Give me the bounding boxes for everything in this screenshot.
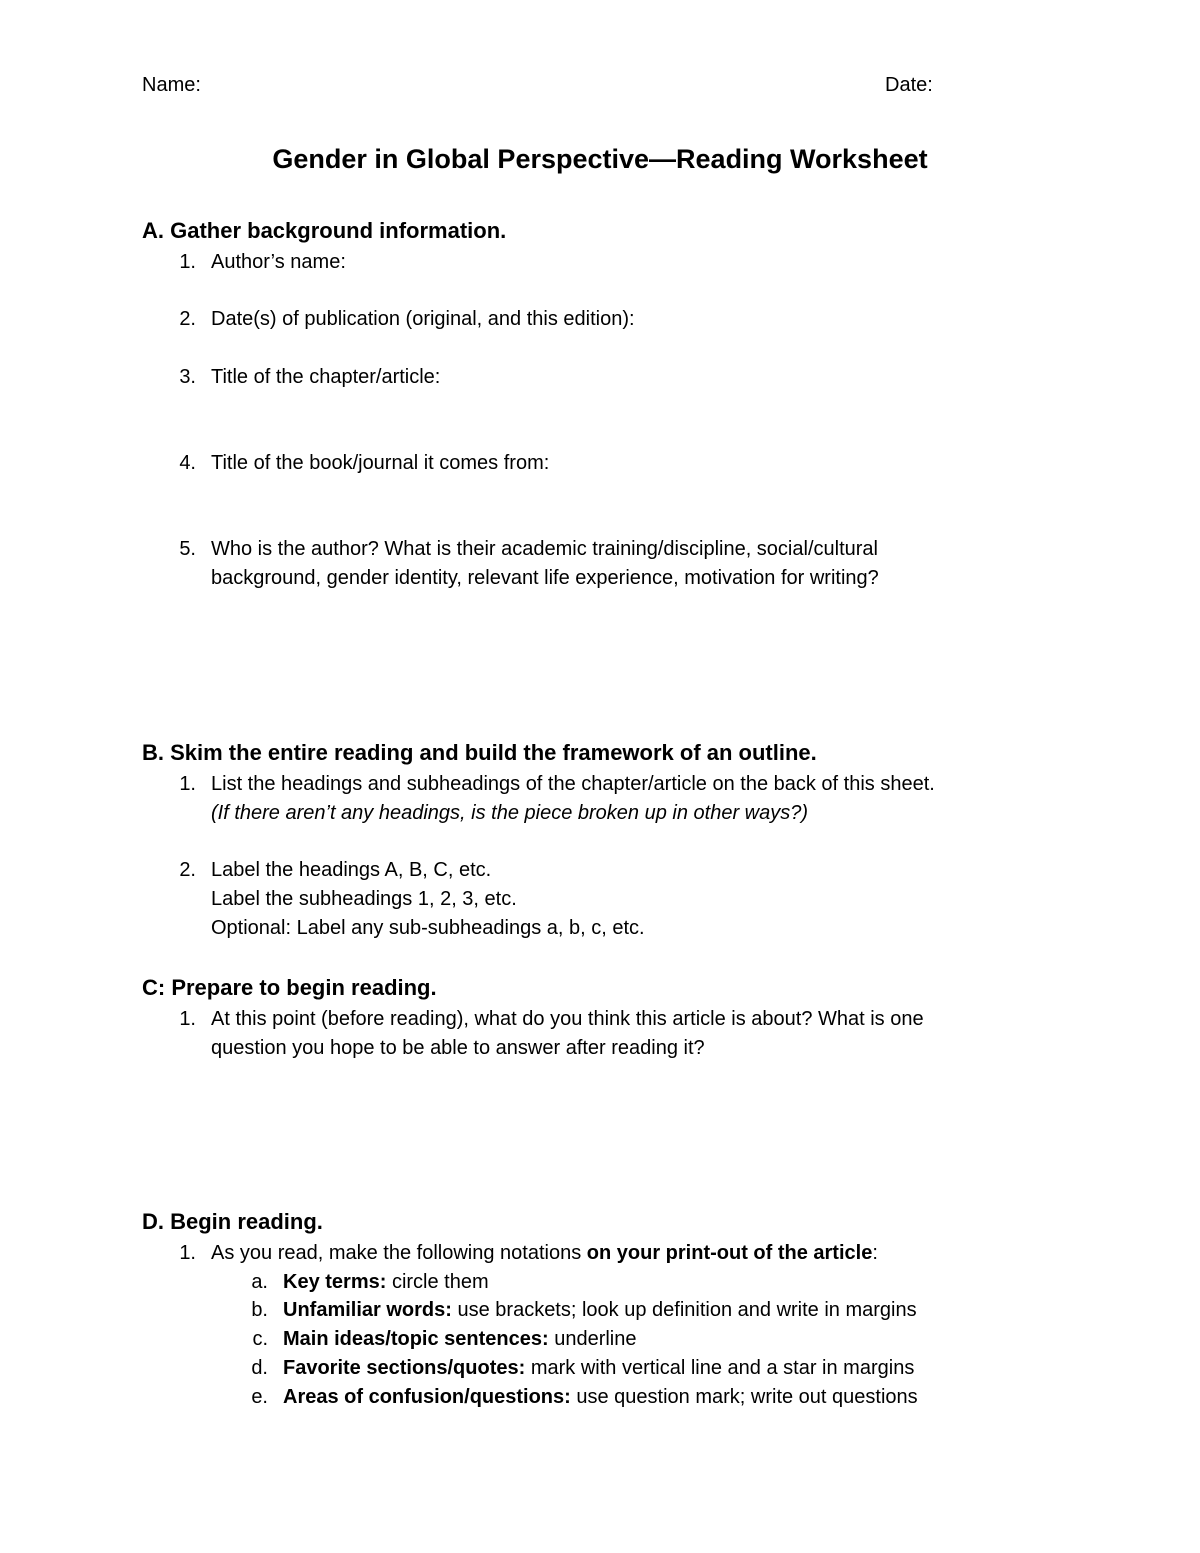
- list-item: Title of the book/journal it comes from:: [211, 452, 550, 474]
- list-item-continuation: Label the subheadings 1, 2, 3, etc.: [211, 888, 517, 910]
- list-item-continuation: question you hope to be able to answer after reading it?: [211, 1037, 705, 1059]
- subitem-desc: circle them: [386, 1271, 489, 1293]
- subitem-desc: use brackets; look up definition and write in margins: [451, 1299, 917, 1321]
- section-c-heading: C: Prepare to begin reading.: [142, 975, 437, 1000]
- item-number: 1.: [179, 773, 196, 795]
- list-item: [211, 1242, 878, 1265]
- list-item: At this point (before reading), what do you think this article is about? What is one: [211, 1008, 924, 1030]
- sub-list-item: [283, 1386, 918, 1409]
- subitem-term: Areas of confusion/questions:: [283, 1386, 571, 1408]
- item-text: As you read, make the following notations: [211, 1242, 587, 1264]
- subitem-letter: a.: [251, 1271, 268, 1293]
- section-a-heading: A. Gather background information.: [142, 218, 507, 243]
- item-number: 1.: [179, 251, 196, 273]
- subitem-letter: b.: [251, 1299, 268, 1321]
- item-number: 1.: [179, 1008, 196, 1030]
- date-label: Date:: [885, 74, 933, 96]
- sub-list-item: [283, 1271, 489, 1294]
- sub-list-item: [283, 1328, 636, 1351]
- italic-note: (If there aren’t any headings, is the piece broken up in other ways?): [211, 802, 809, 824]
- list-item-continuation: background, gender identity, relevant life experience, motivation for writing?: [211, 567, 879, 589]
- item-number: 1.: [179, 1242, 196, 1264]
- item-number: 4.: [179, 452, 196, 474]
- item-number: 2.: [179, 859, 196, 881]
- list-item: Label the headings A, B, C, etc.: [211, 859, 492, 881]
- subitem-desc: mark with vertical line and a star in margins: [525, 1357, 915, 1379]
- page-title: Gender in Global Perspective—Reading Worksheet: [272, 144, 928, 174]
- list-item: Date(s) of publication (original, and this edition):: [211, 308, 635, 330]
- subitem-letter: d.: [251, 1357, 268, 1379]
- list-item: Title of the chapter/article:: [211, 366, 441, 388]
- list-item-continuation: Optional: Label any sub-subheadings a, b, c, etc.: [211, 917, 645, 939]
- subitem-letter: e.: [251, 1386, 268, 1408]
- sub-list-item: [283, 1357, 914, 1380]
- subitem-term: Key terms:: [283, 1271, 387, 1293]
- item-number: 3.: [179, 366, 196, 388]
- sub-list-item: [283, 1299, 917, 1322]
- item-emphasis: on your print-out of the article: [586, 1242, 873, 1264]
- subitem-term: Favorite sections/quotes:: [283, 1357, 526, 1379]
- list-item: Who is the author? What is their academic training/discipline, social/cultural: [211, 538, 878, 560]
- name-label: Name:: [142, 74, 201, 96]
- subitem-desc: use question mark; write out questions: [570, 1386, 918, 1408]
- item-number: 5.: [179, 538, 196, 560]
- list-item: List the headings and subheadings of the chapter/article on the back of this sheet.: [211, 773, 935, 795]
- subitem-term: Unfamiliar words:: [283, 1299, 452, 1321]
- item-number: 2.: [179, 308, 196, 330]
- list-item-note: [211, 802, 808, 825]
- section-b-heading: B. Skim the entire reading and build the framework of an outline.: [142, 740, 817, 765]
- subitem-letter: c.: [252, 1328, 268, 1350]
- list-item: Author’s name:: [211, 251, 346, 273]
- subitem-desc: underline: [548, 1328, 637, 1350]
- subitem-term: Main ideas/topic sentences:: [283, 1328, 549, 1350]
- section-d-heading: D. Begin reading.: [142, 1209, 323, 1234]
- item-text: :: [872, 1242, 878, 1264]
